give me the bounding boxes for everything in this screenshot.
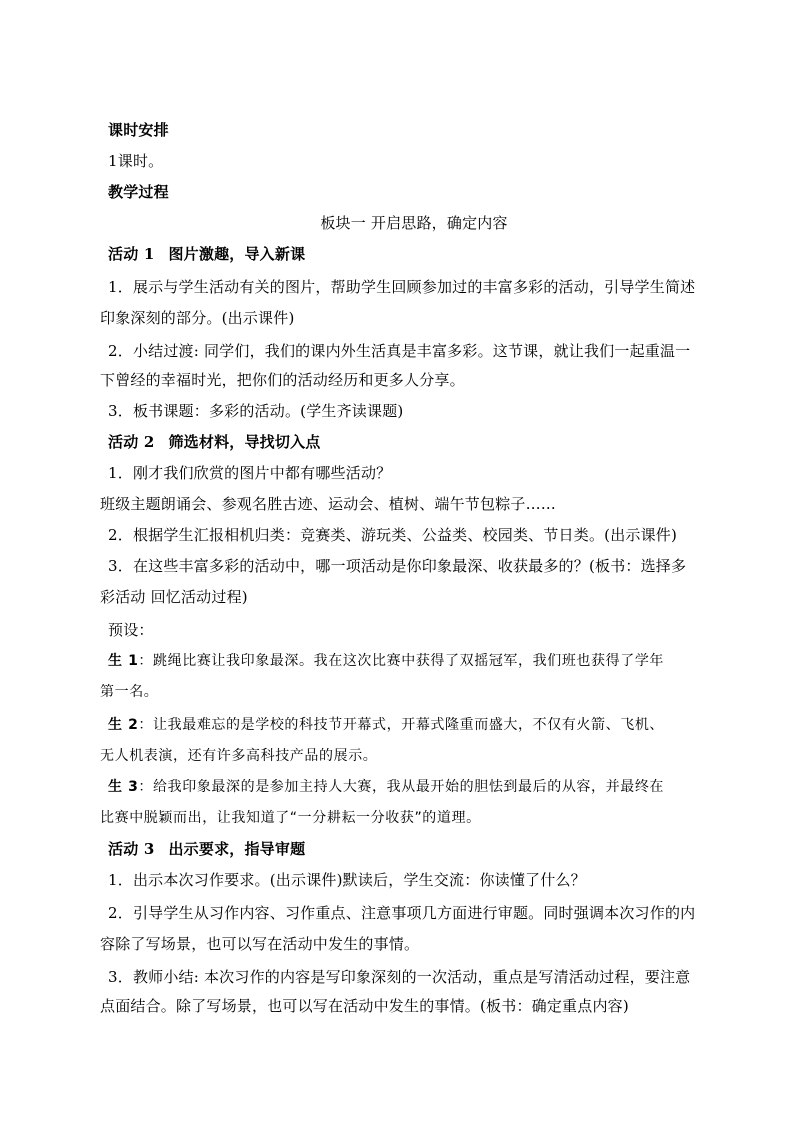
activity2-item1: 1．刚才我们欣赏的图片中都有哪些活动？: [108, 464, 392, 482]
heading-process: 教学过程: [108, 183, 169, 201]
activity2-item3-line2: 彩活动 回忆活动过程): [100, 588, 248, 606]
activity1-item1-line1: 1．展示与学生活动有关的图片，帮助学生回顾参加过的丰富多彩的活动，引导学生简述: [108, 278, 696, 296]
student1-line2: 第一名。: [100, 684, 159, 700]
student3-text: ：给我印象最深的是参加主持人大赛，我从最开始的胆怯到最后的从容，并最终在: [138, 779, 665, 795]
activity1-title: [108, 244, 305, 264]
activity1-heading: 图片激趣，导入新课: [168, 245, 306, 263]
activity2-item1-answer: 班级主题朗诵会、参观名胜古迹、运动会、植树、端午节包粽子……: [100, 495, 557, 513]
activity3-title: [108, 839, 305, 859]
activity1-item2-line1: 2．小结过渡: 同学们，我们的课内外生活真是丰富多彩。这节课，就让我们一起重温一: [108, 342, 691, 360]
activity2-label: 活动 2: [108, 433, 155, 451]
student2-line1: [108, 715, 664, 735]
activity2-heading: 筛选材料，导找切入点: [168, 433, 321, 451]
activity1-item3: 3．板书课题：多彩的活动。(学生齐读课题): [108, 402, 404, 420]
student1-label: 生 1: [108, 653, 139, 669]
student3-line2: 比赛中脱颖而出，让我知道了“一分耕耘一分收获”的道理。: [100, 810, 481, 826]
student1-line1: [108, 651, 664, 671]
schedule-text: 1课时。: [108, 152, 164, 170]
student2-line2: 无人机表演，还有许多高科技产品的展示。: [100, 748, 378, 764]
activity2-item2: 2．根据学生汇报相机归类：竞赛类、游玩类、公益类、校园类、节日类。(出示课件): [108, 526, 678, 544]
activity3-item3-line1: 3．教师小结: 本次习作的内容是写印象深刻的一次活动，重点是写清活动过程，要注意: [108, 968, 691, 986]
student2-text: ：让我最难忘的是学校的科技节开幕式，开幕式隆重而盛大，不仅有火箭、飞机、: [138, 717, 665, 733]
activity3-heading: 出示要求，指导审题: [168, 840, 306, 858]
student3-label: 生 3: [108, 779, 139, 795]
student2-label: 生 2: [108, 717, 139, 733]
activity3-item1: 1．出示本次习作要求。(出示课件)默读后，学生交流：你读懂了什么？: [108, 871, 586, 889]
activity2-item3-line1: 3．在这些丰富多彩的活动中，哪一项活动是你印象最深、收获最多的？(板书：选择多: [108, 557, 687, 575]
activity3-label: 活动 3: [108, 840, 155, 858]
preset-label: 预设：: [108, 621, 154, 639]
activity3-item2-line1: 2．引导学生从习作内容、习作重点、注意事项几方面进行审题。同时强调本次习作的内: [108, 904, 696, 922]
heading-schedule: 课时安排: [108, 121, 169, 139]
student3-line1: [108, 777, 664, 797]
activity3-item2-line2: 容除了写场景，也可以写在活动中发生的事情。: [100, 935, 420, 953]
student1-text: ：跳绳比赛让我印象最深。我在这次比赛中获得了双摇冠军，我们班也获得了学年: [138, 653, 665, 669]
activity1-item1-line2: 印象深刻的部分。(出示课件): [100, 309, 295, 327]
activity3-item3-line2: 点面结合。除了写场景，也可以写在活动中发生的事情。(板书：确定重点内容): [100, 997, 629, 1015]
section-title: 板块一 开启思路，确定内容: [320, 214, 508, 232]
activity1-item2-line2: 下曾经的幸福时光，把你们的活动经历和更多人分享。: [100, 371, 465, 389]
activity1-label: 活动 1: [108, 245, 155, 263]
activity2-title: [108, 432, 320, 452]
